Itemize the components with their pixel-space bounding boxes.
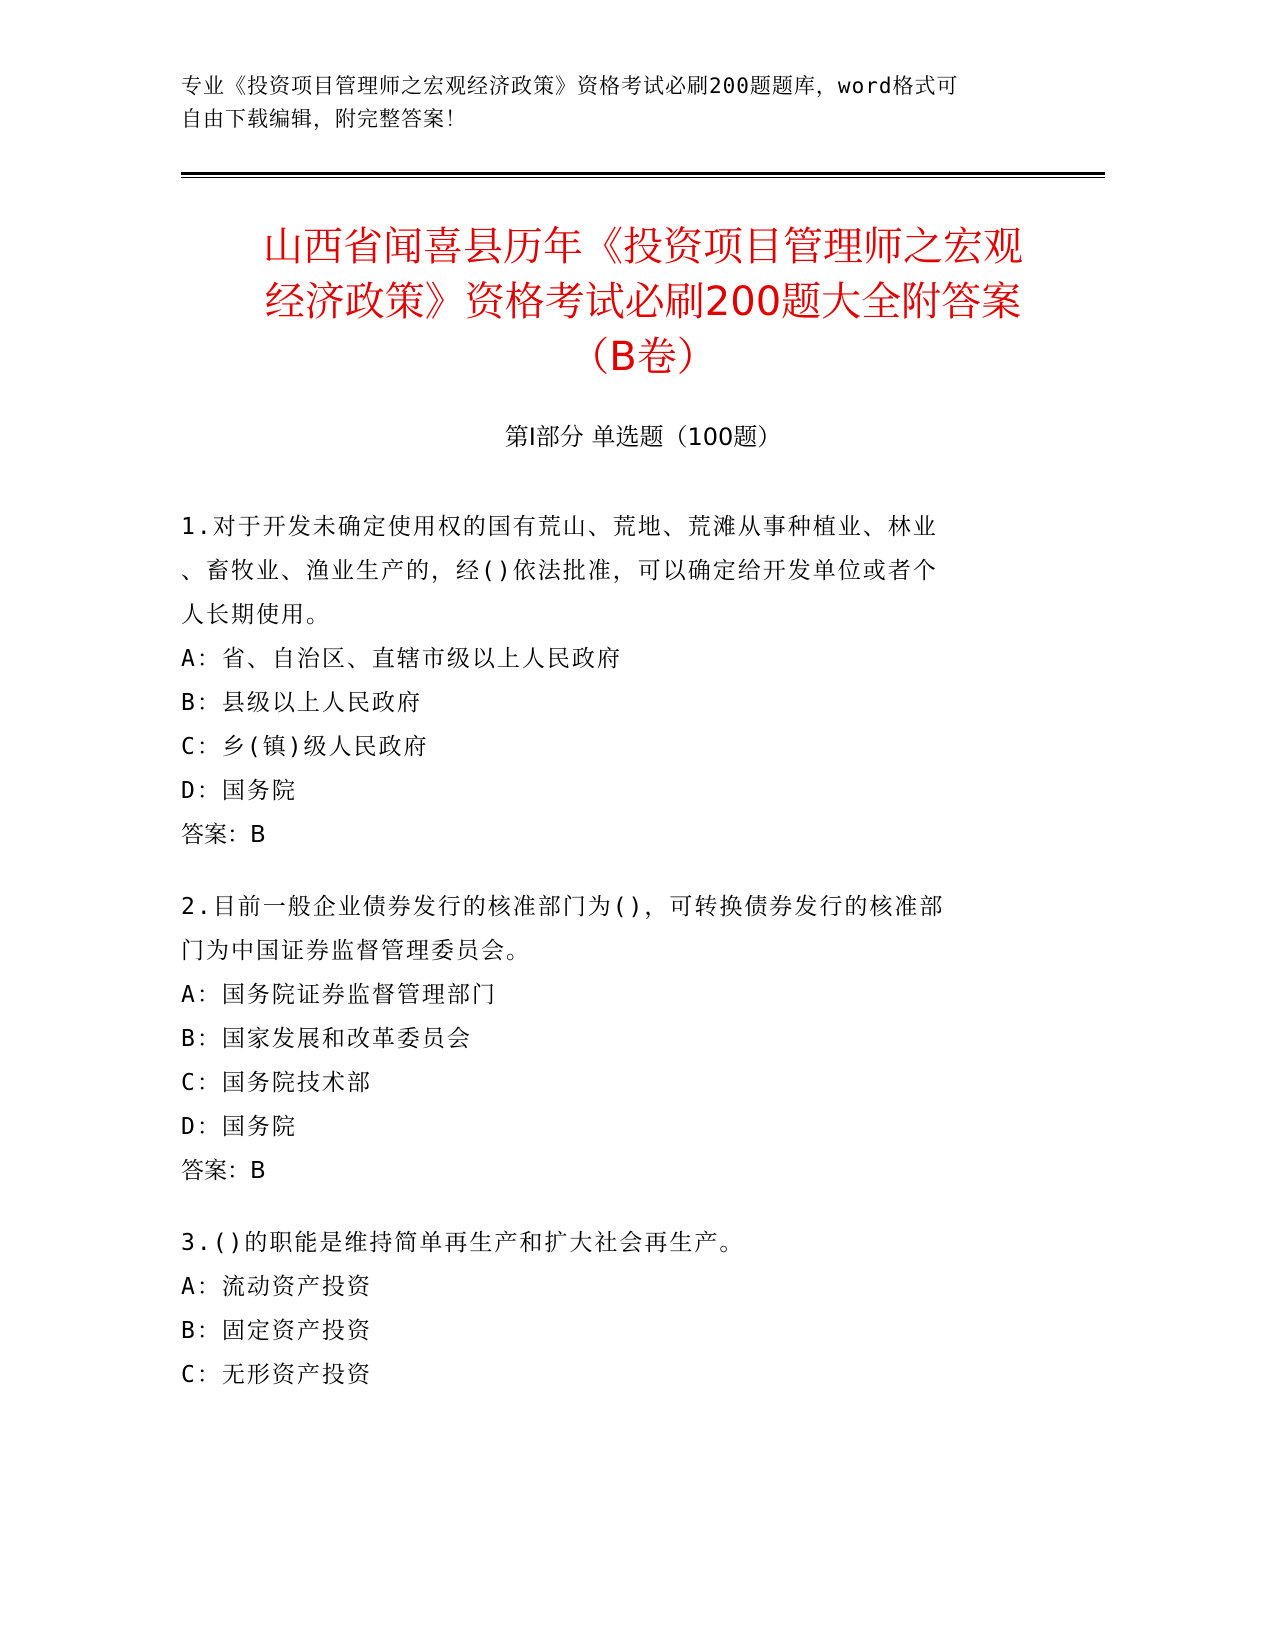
section-title: 第Ⅰ部分 单选题（100题） <box>504 423 782 451</box>
option-c: C：乡(镇)级人民政府 <box>181 734 429 760</box>
option-c: C：无形资产投资 <box>181 1362 372 1388</box>
question-text-line: 门为中国证券监督管理委员会。 <box>181 938 531 964</box>
option-c: C：国务院技术部 <box>181 1070 372 1096</box>
question-1 <box>181 505 1041 857</box>
question-3 <box>181 1221 1041 1397</box>
question-text-line: 、畜牧业、渔业生产的，经()依法批准，可以确定给开发单位或者个 <box>181 558 938 584</box>
question-text-line: 3.()的职能是维持简单再生产和扩大社会再生产。 <box>181 1230 745 1256</box>
answer: 答案：B <box>181 1158 266 1184</box>
question-text-line: 人长期使用。 <box>181 602 331 628</box>
title-line: （B卷） <box>569 334 717 380</box>
question-text-line: 1.对于开发未确定使用权的国有荒山、荒地、荒滩从事种植业、林业 <box>181 514 938 540</box>
option-d: D：国务院 <box>181 1114 297 1140</box>
header-divider-thick <box>181 172 1105 175</box>
option-d: D：国务院 <box>181 778 297 804</box>
option-b: B：国家发展和改革委员会 <box>181 1026 472 1052</box>
document-title <box>181 220 1105 385</box>
header-note-line: 专业《投资项目管理师之宏观经济政策》资格考试必刷200题题库，word格式可 <box>181 74 959 98</box>
option-a: A：流动资产投资 <box>181 1274 372 1300</box>
question-2 <box>181 885 1041 1193</box>
header-note-line: 自由下载编辑，附完整答案！ <box>181 107 467 131</box>
title-line: 山西省闻喜县历年《投资项目管理师之宏观 <box>263 224 1023 270</box>
option-a: A：国务院证券监督管理部门 <box>181 982 497 1008</box>
header-note <box>181 70 1041 136</box>
option-b: B：固定资产投资 <box>181 1318 372 1344</box>
question-text-line: 2.目前一般企业债券发行的核准部门为()，可转换债券发行的核准部 <box>181 894 945 920</box>
title-line: 经济政策》资格考试必刷200题大全附答案 <box>264 279 1022 325</box>
option-b: B：县级以上人民政府 <box>181 690 422 716</box>
answer: 答案：B <box>181 822 266 848</box>
question-list <box>181 505 1041 1425</box>
option-a: A：省、自治区、直辖市级以上人民政府 <box>181 646 622 672</box>
header-divider-thin <box>181 177 1105 178</box>
